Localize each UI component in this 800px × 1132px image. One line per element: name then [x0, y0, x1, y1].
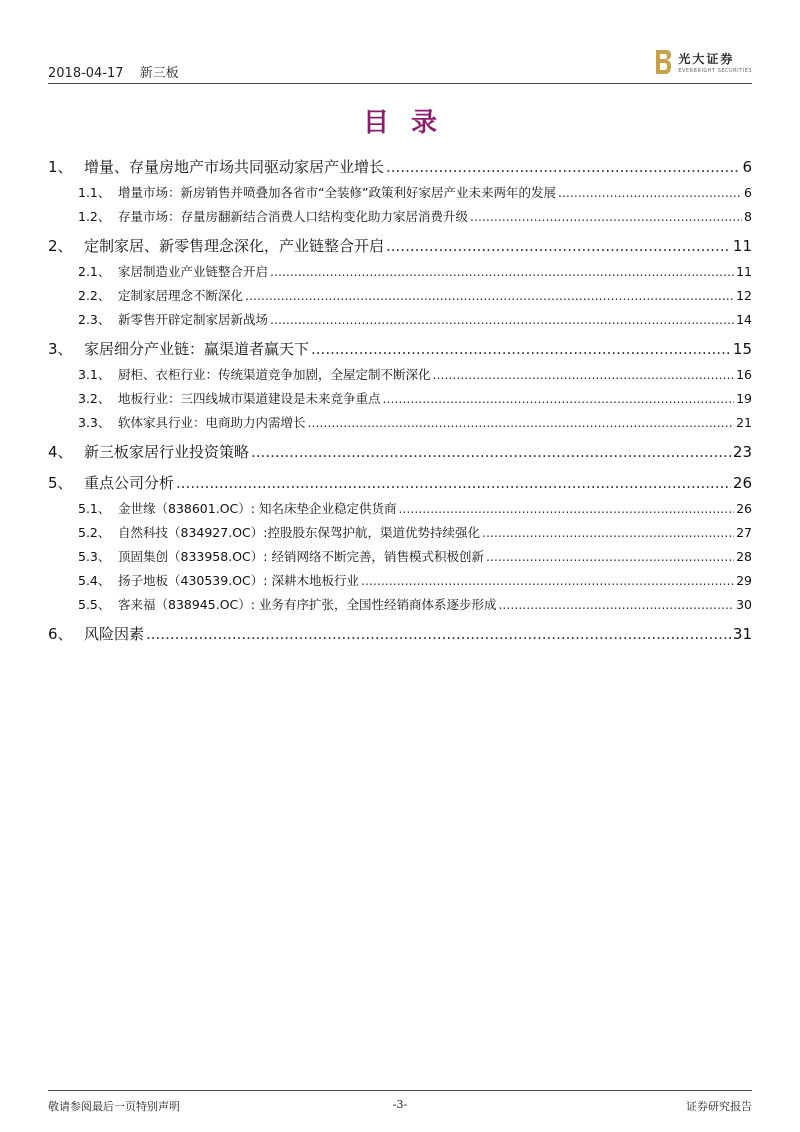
toc-leader-dots [251, 438, 731, 466]
page-header [48, 44, 752, 84]
toc-entry-number: 2.2、 [78, 288, 111, 303]
toc-entry[interactable] [48, 308, 752, 332]
toc-entry[interactable] [48, 232, 752, 260]
toc-entry-title: 定制家居理念不断深化 [118, 288, 244, 303]
toc-entry-number: 5.3、 [78, 549, 111, 564]
brand-logo [654, 48, 752, 76]
toc-entry-number: 3.2、 [78, 391, 111, 406]
table-of-contents [48, 150, 752, 648]
toc-entry-page: 12 [736, 288, 752, 303]
toc-leader-dots [386, 153, 740, 181]
toc-entry-number: 2.1、 [78, 264, 111, 279]
toc-entry-page: 27 [736, 525, 752, 540]
toc-entry-number: 5.4、 [78, 573, 111, 588]
page-number: -3- [392, 1098, 408, 1111]
toc-entry-title: 客来福（838945.OC）: 业务有序扩张，全国性经销商体系逐步形成 [118, 597, 497, 612]
header-info [48, 62, 191, 81]
toc-entry-page: 28 [736, 549, 752, 564]
toc-entry-number: 3.1、 [78, 367, 111, 382]
toc-entry[interactable] [48, 469, 752, 497]
toc-leader-dots [308, 411, 735, 435]
toc-entry-title: 地板行业：三四线城市渠道建设是未来竞争重点 [118, 391, 381, 406]
toc-entry-page: 26 [732, 474, 752, 492]
toc-entry[interactable] [48, 205, 752, 229]
toc-entry[interactable] [48, 569, 752, 593]
toc-entry-page: 11 [732, 237, 752, 255]
toc-entry-number: 2、 [48, 237, 73, 255]
toc-entry-title: 厨柜、衣柜行业：传统渠道竞争加剧，全屋定制不断深化 [118, 367, 431, 382]
toc-entry-page: 15 [732, 340, 752, 358]
toc-entry-number: 5.1、 [78, 501, 111, 516]
toc-entry-title: 金世缘（838601.OC）: 知名床垫企业稳定供货商 [118, 501, 397, 516]
brand-name-en: EVERBRIGHT SECURITIES [678, 68, 752, 74]
toc-entry-page: 8 [744, 209, 752, 224]
toc-entry-page: 30 [736, 597, 752, 612]
toc-entry-title: 风险因素 [84, 625, 145, 643]
toc-entry-number: 5.2、 [78, 525, 111, 540]
toc-entry-page: 6 [744, 185, 752, 200]
toc-entry-page: 16 [736, 367, 752, 382]
toc-entry-title: 顶固集创（833958.OC）: 经销网络不断完善，销售模式积极创新 [118, 549, 484, 564]
toc-entry-title: 新零售开辟定制家居新战场 [118, 312, 269, 327]
toc-entry[interactable] [48, 260, 752, 284]
toc-entry[interactable] [48, 521, 752, 545]
toc-entry-title: 增量市场：新房销售并喷叠加各省市“全装修”政策利好家居产业未来两年的发展 [118, 185, 556, 200]
toc-entry-title: 重点公司分析 [84, 474, 175, 492]
header-divider [48, 83, 752, 84]
toc-entry-number: 1、 [48, 158, 73, 176]
toc-leader-dots [270, 308, 734, 332]
toc-entry[interactable] [48, 284, 752, 308]
toc-leader-dots [386, 232, 731, 260]
toc-entry-number: 1.2、 [78, 209, 111, 224]
toc-entry[interactable] [48, 335, 752, 363]
toc-leader-dots [146, 620, 731, 648]
toc-entry-number: 6、 [48, 625, 73, 643]
footer-disclaimer: 敬请参阅最后一页特别声明 [48, 1100, 180, 1113]
toc-entry[interactable] [48, 181, 752, 205]
toc-entry-number: 5、 [48, 474, 73, 492]
everbright-logo-icon [654, 49, 672, 75]
brand-name-cn: 光大证券 [678, 52, 735, 66]
toc-leader-dots [311, 335, 731, 363]
toc-entry-page: 21 [736, 415, 752, 430]
toc-entry-number: 5.5、 [78, 597, 111, 612]
report-section: 新三板 [139, 66, 179, 81]
toc-entry-page: 31 [732, 625, 752, 643]
toc-entry-page: 19 [736, 391, 752, 406]
page-title: 目录 [362, 108, 459, 138]
toc-leader-dots [433, 363, 735, 387]
toc-entry[interactable] [48, 411, 752, 435]
toc-entry-title: 自然科技（834927.OC）:控股股东保驾护航，渠道优势持续强化 [118, 525, 480, 540]
toc-leader-dots [245, 284, 734, 308]
toc-entry-title: 家居细分产业链：赢渠道者赢天下 [84, 340, 310, 358]
toc-leader-dots [558, 181, 742, 205]
toc-entry[interactable] [48, 620, 752, 648]
toc-entry-number: 1.1、 [78, 185, 111, 200]
toc-entry-page: 26 [736, 501, 752, 516]
toc-leader-dots [270, 260, 734, 284]
toc-entry-title: 存量市场：存量房翻新结合消费人口结构变化助力家居消费升级 [118, 209, 469, 224]
toc-entry-page: 11 [736, 264, 752, 279]
toc-entry-title: 软体家具行业：电商助力内需增长 [118, 415, 306, 430]
toc-entry-number: 2.3、 [78, 312, 111, 327]
toc-leader-dots [398, 497, 734, 521]
report-date: 2018-04-17 [48, 66, 124, 81]
toc-entry[interactable] [48, 153, 752, 181]
toc-leader-dots [176, 469, 731, 497]
toc-entry[interactable] [48, 387, 752, 411]
toc-entry-page: 14 [736, 312, 752, 327]
toc-leader-dots [486, 545, 734, 569]
toc-leader-dots [361, 569, 734, 593]
footer-report-type: 证券研究报告 [686, 1100, 752, 1113]
toc-entry[interactable] [48, 545, 752, 569]
toc-entry[interactable] [48, 438, 752, 466]
toc-entry-title: 增量、存量房地产市场共同驱动家居产业增长 [84, 158, 385, 176]
toc-entry[interactable] [48, 593, 752, 617]
toc-entry[interactable] [48, 363, 752, 387]
toc-entry-page: 29 [736, 573, 752, 588]
toc-entry-number: 4、 [48, 443, 73, 461]
toc-entry-page: 23 [732, 443, 752, 461]
toc-entry-number: 3.3、 [78, 415, 111, 430]
toc-entry[interactable] [48, 497, 752, 521]
toc-leader-dots [470, 205, 742, 229]
footer-divider [48, 1090, 752, 1091]
toc-leader-dots [498, 593, 734, 617]
toc-leader-dots [482, 521, 734, 545]
toc-entry-title: 家居制造业产业链整合开启 [118, 264, 269, 279]
toc-entry-page: 6 [742, 158, 752, 176]
toc-leader-dots [383, 387, 735, 411]
toc-entry-title: 定制家居、新零售理念深化，产业链整合开启 [84, 237, 385, 255]
toc-entry-title: 扬子地板（430539.OC）: 深耕木地板行业 [118, 573, 359, 588]
toc-entry-title: 新三板家居行业投资策略 [84, 443, 250, 461]
toc-entry-number: 3、 [48, 340, 73, 358]
